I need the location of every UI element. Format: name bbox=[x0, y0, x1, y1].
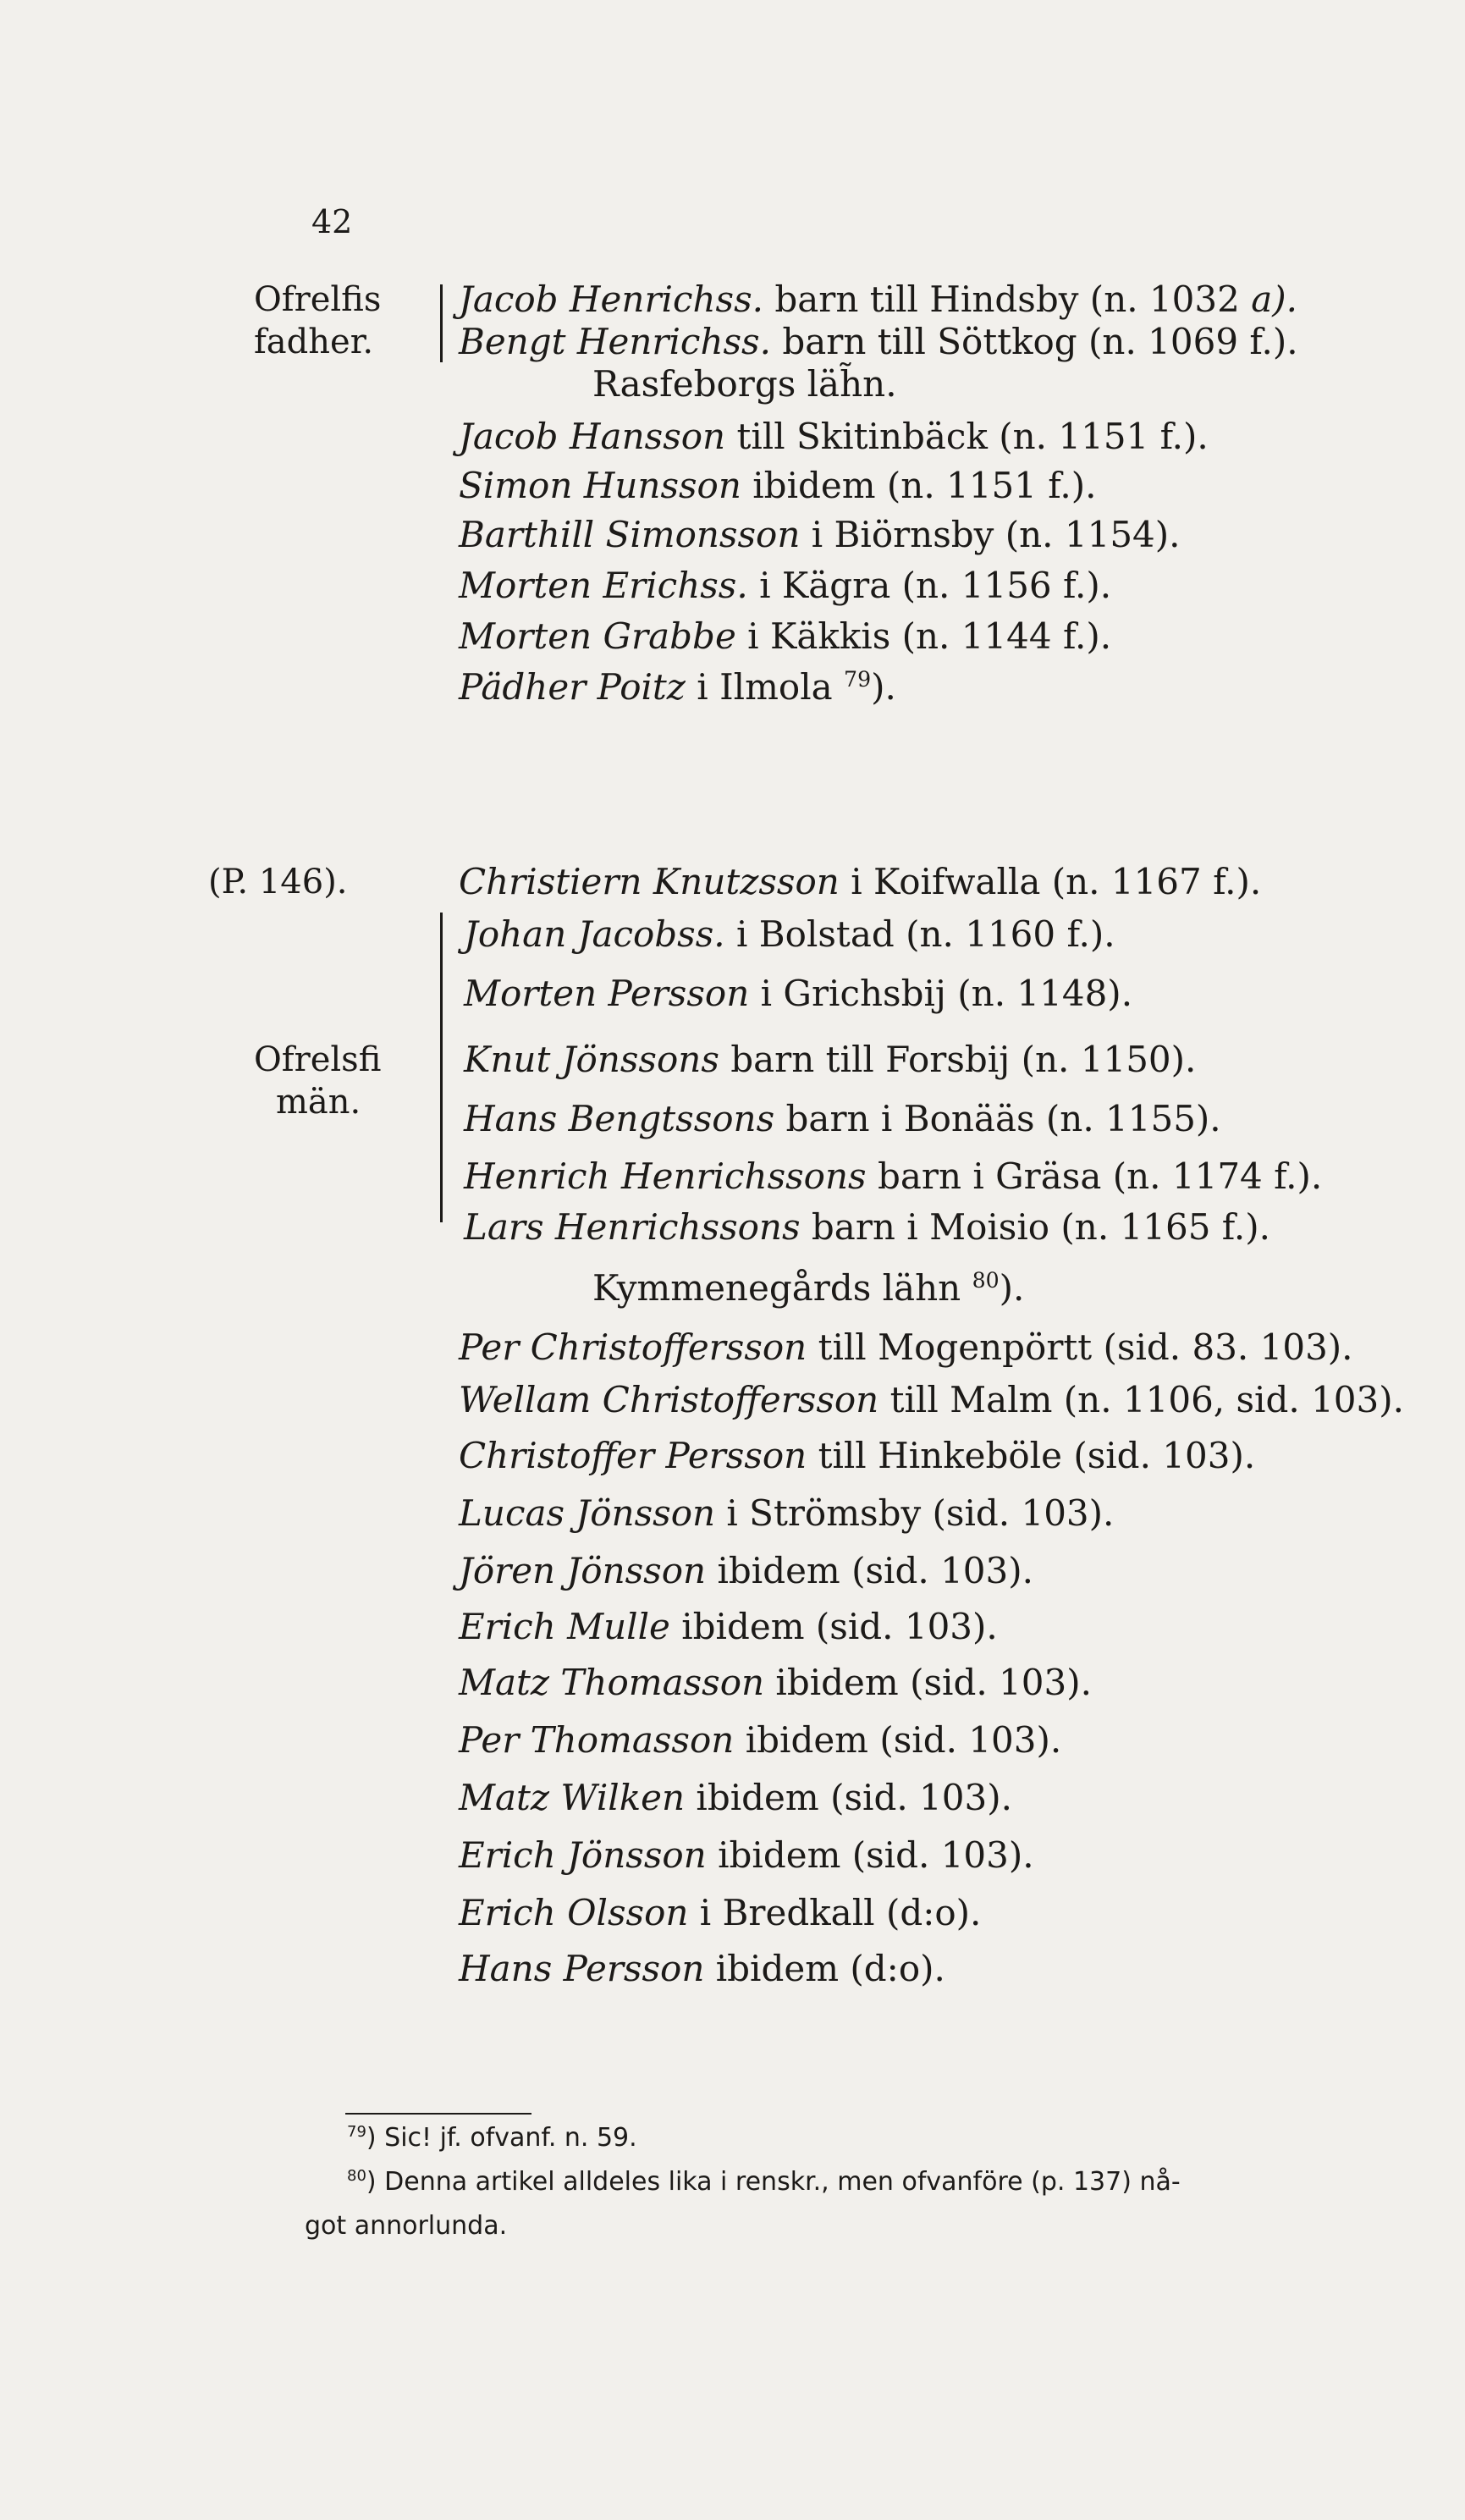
entry-line: Jören Jönsson ibidem (sid. 103). bbox=[459, 1550, 1033, 1591]
entry-line: Christoffer Persson till Hinkeböle (sid. 103). bbox=[459, 1435, 1256, 1476]
entry-line: Henrich Henrichssons barn i Gräsa (n. 1174 f.). bbox=[464, 1155, 1323, 1197]
entry-line: Morten Erichss. i Kägra (n. 1156 f.). bbox=[459, 565, 1112, 606]
section-heading: Rasfeborgs läh̃n. bbox=[592, 363, 897, 405]
entry-line: Jacob Hansson till Skitinbäck (n. 1151 f.). bbox=[459, 416, 1209, 457]
entry-line: Lars Henrichssons barn i Moisio (n. 1165 f.). bbox=[464, 1206, 1270, 1248]
section-heading: Kymmenegårds lähn $^{80}$). bbox=[592, 1267, 1025, 1309]
margin-note-page-ref: (P. 146). bbox=[208, 863, 348, 902]
entry-line: Christiern Knutzsson i Koifwalla (n. 1167 f.). bbox=[459, 861, 1262, 902]
margin-note-ofrelsfi: Ofrelsfi bbox=[254, 1040, 382, 1079]
entry-line: Per Christoffersson till Mogenpörtt (sid. 83. 103). bbox=[459, 1326, 1353, 1368]
entry-line: Pädher Poitz i Ilmola $^{79}$). bbox=[459, 666, 896, 708]
entry-line: Morten Persson i Grichsbij (n. 1148). bbox=[464, 973, 1133, 1014]
entry-line: Wellam Christoffersson till Malm (n. 1106, sid. 103). bbox=[459, 1379, 1404, 1420]
entry-line: Knut Jönssons barn till Forsbij (n. 1150). bbox=[464, 1039, 1197, 1080]
entry-line: Hans Persson ibidem (d:o). bbox=[459, 1948, 945, 1989]
entry-line: Simon Hunsson ibidem (n. 1151 f.). bbox=[459, 465, 1097, 506]
entry-line: Johan Jacobss. i Bolstad (n. 1160 f.). bbox=[464, 913, 1115, 955]
entry-line: Jacob Henrichss. barn till Hindsby (n. 1032 a). bbox=[459, 278, 1297, 320]
entry-line: Lucas Jönsson i Strömsby (sid. 103). bbox=[459, 1492, 1115, 1534]
entry-line: Erich Olsson i Bredkall (d:o). bbox=[459, 1892, 982, 1933]
footnote: got annorlunda. bbox=[305, 2211, 508, 2241]
margin-note-ofrelfis: Ofrelfis bbox=[254, 280, 382, 319]
entry-line: Barthill Simonsson i Biörnsby (n. 1154). bbox=[459, 514, 1181, 555]
entry-line: Morten Grabbe i Käkkis (n. 1144 f.). bbox=[459, 615, 1112, 657]
brace-man bbox=[440, 913, 443, 1222]
margin-note-fadher: fadher. bbox=[254, 323, 374, 361]
entry-line: Erich Mulle ibidem (sid. 103). bbox=[459, 1606, 998, 1647]
entry-line: Bengt Henrichss. barn till Söttkog (n. 1069 f.). bbox=[459, 321, 1298, 362]
footnote: $^{80}$) Denna artikel alldeles lika i renskr., men ofvanföre (p. 137) nå- bbox=[347, 2167, 1181, 2197]
margin-note-man: män. bbox=[276, 1083, 361, 1122]
entry-line: Matz Thomasson ibidem (sid. 103). bbox=[459, 1662, 1092, 1703]
footnote: $^{79}$) Sic! jf. ofvanf. n. 59. bbox=[347, 2123, 637, 2153]
footnote-rule bbox=[345, 2113, 531, 2115]
entry-line: Matz Wilken ibidem (sid. 103). bbox=[459, 1777, 1012, 1818]
entry-line: Hans Bengtssons barn i Bonääs (n. 1155). bbox=[464, 1098, 1221, 1139]
brace-fadher bbox=[440, 284, 443, 362]
page-number: 42 bbox=[311, 203, 353, 240]
entry-line: Erich Jönsson ibidem (sid. 103). bbox=[459, 1834, 1034, 1876]
entry-line: Per Thomasson ibidem (sid. 103). bbox=[459, 1719, 1062, 1761]
